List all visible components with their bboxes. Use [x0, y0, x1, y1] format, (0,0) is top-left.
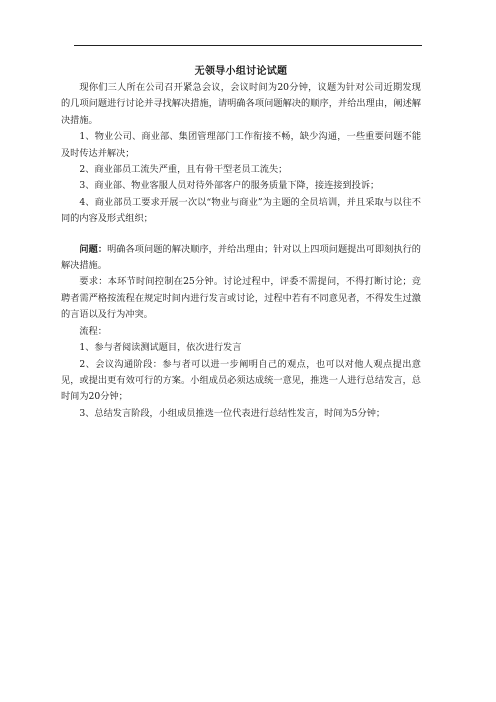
- question-label: 问题：: [79, 243, 108, 255]
- header-rule: [74, 45, 422, 46]
- document-body: [61, 64, 421, 422]
- requirement-paragraph: 要求：本环节时间控制在25分钟。讨论过程中，评委不需提问，不得打断讨论；竞聘者需严格按流程在规定时间内进行发言或讨论，过程中若有不同意见者，不得发生过激的言语以及行为冲突。: [61, 276, 421, 321]
- process-step-3: 3、总结发言阶段，小组成员推选一位代表进行总结性发言，时间为5分钟；: [79, 407, 386, 419]
- intro-paragraph: 现你们三人所在公司召开紧急会议，会议时间为20分钟，议题为针对公司近期发现的几项问题进行讨论并寻找解决措施，请明确各项问题解决的顺序，并给出理由，阐述解决措施。: [61, 82, 421, 126]
- spacer: [61, 228, 421, 242]
- issue-item-3: 3、商业部、物业客服人员对待外部客户的服务质量下降，接连接到投诉；: [79, 180, 380, 192]
- issue-item-1: 1、物业公司、商业部、集团管理部门工作衔接不畅，缺少沟通，一些重要问题不能及时传达并解决；: [61, 131, 421, 159]
- document-title: 无领导小组讨论试题: [194, 66, 288, 77]
- question-text: 明确各项问题的解决顺序，并给出理由；针对以上四项问题提出可即刻执行的解决措施。: [61, 243, 421, 272]
- process-label: 流程：: [79, 325, 107, 337]
- question-paragraph: [61, 242, 421, 275]
- process-step-1: 1、参与者阅读测试题目，依次进行发言: [79, 342, 242, 354]
- issue-item-2: 2、商业部员工流失严重，且有骨干型老员工流失；: [79, 164, 288, 176]
- process-step-2: 2、会议沟通阶段：参与者可以进一步阐明自己的观点，也可以对他人观点提出意见，或提出更有效可行的方案。小组成员必须达成统一意见，推选一人进行总结发言，总时间为20分钟；: [61, 358, 421, 403]
- issue-item-4: 4、商业部员工要求开展一次以“物业与商业”为主题的全员培训，并且采取与以往不同的内容及形式组织；: [61, 196, 421, 225]
